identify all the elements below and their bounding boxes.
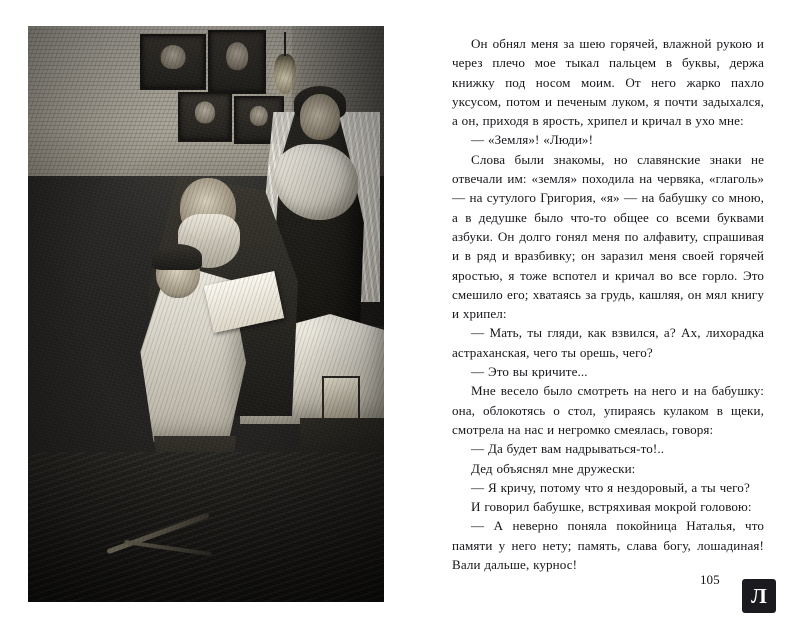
body-text-column [452,34,764,574]
page-number: 105 [700,572,720,587]
illustration-panel [28,26,384,602]
paragraph: Дед объяснял мне дружески: [471,460,636,476]
illustration-image [28,26,384,602]
paragraph: И говорил бабушке, встряхивая мокрой головою: [471,499,752,515]
paragraph: Мне весело было смотреть на него и на бабушку: она, облокотясь о стол, упираясь кулаком в щеки, смотрела на нас и негромко смеялась, говоря: [452,383,764,437]
publisher-logo [742,579,776,613]
paragraph: — Мать, ты гляди, как взвился, а? Ах, лихорадка астраханская, чего ты орешь, чего? [452,325,764,360]
paragraph: — А неверно поняла покойница Наталья, что памяти у него нету; память, слава богу, лошадиная! Вали дальше, курнос! [452,518,764,573]
illustration-vignette [28,26,384,602]
paragraph: Слова были знакомы, но славянские знаки не отвечали им: «земля» походила на червяка, «глаголь» — на сутулого Григория, «я» — на бабушку со мною, а в дедушке было что-то общее со всеми буквами азбуки. Он долго гонял меня по алфавиту, спрашивая и в ряд и вразбивку; он заразил меня своей горячей яростью, я тоже вспотел и кричал во все горло. Это смешило его; хватаясь за грудь, кашляя, он мял книгу и хрипел: [452,151,764,322]
paragraph: Он обнял меня за шею горячей, влажной рукою и через плечо мое тыкал пальцем в буквы, держа книжку под носом моим. От него жарко пахло уксусом, потом и печеным луком, я почти задыхался, а он, приходя в ярость, хрипел и кричал в ухо мне: [452,36,764,129]
paragraph: — Да будет вам надрываться-то!.. [471,441,665,457]
publisher-logo-letter: Л [751,583,767,608]
paragraph: — Я кричу, потому что я нездоровый, а ты чего? [471,479,750,495]
paragraph: — «Земля»! «Люди»! [471,132,594,148]
paragraph: — Это вы кричите... [471,364,588,380]
